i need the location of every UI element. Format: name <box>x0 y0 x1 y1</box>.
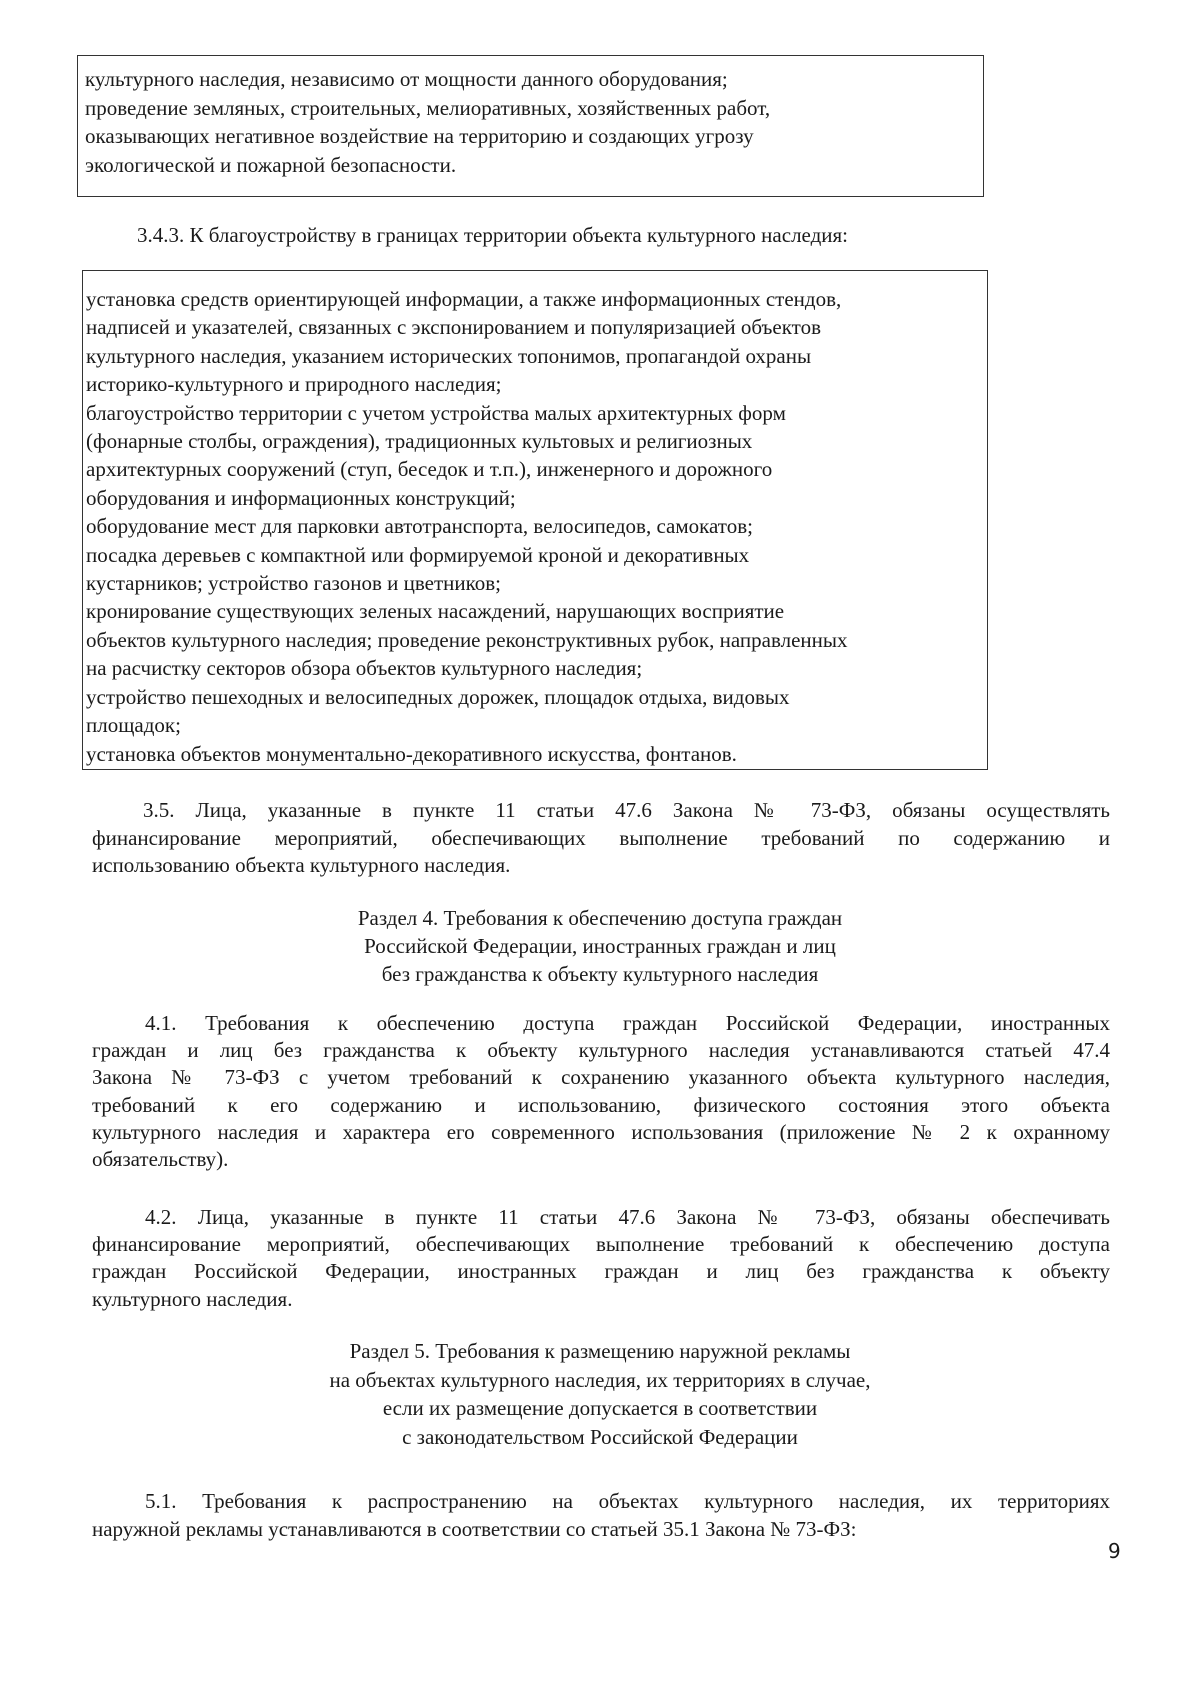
clause-3-5 <box>92 797 1110 880</box>
clause-4-1-line: культурного наследия и характера его современного использования (приложение № 2 к охранному <box>92 1119 1110 1144</box>
box2-line: историко-культурного и природного наследия; <box>86 372 502 397</box>
box2-line: площадок; <box>86 713 181 738</box>
clause-3-4-3 <box>137 222 1037 250</box>
box2-line: оборудование мест для парковки автотранспорта, велосипедов, самокатов; <box>86 514 753 539</box>
clause-4-1-line: обязательству). <box>92 1147 229 1172</box>
box2-line: кронирование существующих зеленых насаждений, нарушающих восприятие <box>86 599 785 624</box>
clause-4-2-line: культурного наследия. <box>92 1286 293 1311</box>
box1-line: экологической и пожарной безопасности. <box>85 152 457 177</box>
clause-5-1 <box>92 1488 1110 1543</box>
section-5-heading-line: на объектах культурного наследия, их территориях в случае, <box>329 1367 871 1392</box>
section-4-heading-line: Российской Федерации, иностранных граждан и лиц <box>364 934 836 958</box>
clause-4-2-line: 4.2. Лица, указанные в пункте 11 статьи 47.6 Закона № 73-ФЗ, обязаны обеспечивать <box>145 1205 1110 1229</box>
box2-line: архитектурных сооружений (ступ, беседок и т.п.), инженерного и дорожного <box>86 457 773 482</box>
clause-3-5-line: использованию объекта культурного наследия. <box>92 853 511 877</box>
box2-line: (фонарные столбы, ограждения), традиционных культовых и религиозных <box>86 429 753 454</box>
landscaping-requirements-box <box>82 270 988 770</box>
clause-4-1-line: граждан и лиц без гражданства к объекту культурного наследия устанавливаются статьей 47.4 <box>92 1038 1110 1063</box>
clause-3-5-line: 3.5. Лица, указанные в пункте 11 статьи 47.6 Закона № 73-ФЗ, обязаны осуществлять <box>143 798 1110 822</box>
clause-5-1-line: 5.1. Требования к распространению на объектах культурного наследия, их территориях <box>145 1489 1110 1513</box>
box2-line: посадка деревьев с компактной или формируемой кроной и декоративных <box>86 542 750 567</box>
clause-4-1 <box>92 1010 1110 1173</box>
box2-line: установка средств ориентирующей информации, а также информационных стендов, <box>86 287 842 311</box>
box2-line: объектов культурного наследия; проведение реконструктивных рубок, направленных <box>86 627 848 652</box>
box2-line: надписей и указателей, связанных с экспонированием и популяризацией объектов <box>86 315 821 340</box>
section-5-heading-line: если их размещение допускается в соответствии <box>382 1396 818 1420</box>
box1-line: оказывающих негативное воздействие на территорию и создающих угрозу <box>85 124 754 148</box>
box2-line: устройство пешеходных и велосипедных дорожек, площадок отдыха, видовых <box>86 684 790 709</box>
section-4-heading-line: Раздел 4. Требования к обеспечению доступа граждан <box>357 906 843 930</box>
clause-4-2-line: финансирование мероприятий, обеспечивающих выполнение требований к обеспечению доступа <box>92 1232 1110 1257</box>
clause-4-1-line: требований к его содержанию и использованию, физического состояния этого объекта <box>92 1092 1110 1117</box>
section-4-heading-line: без гражданства к объекту культурного наследия <box>381 962 819 986</box>
box2-line: кустарников; устройство газонов и цветников; <box>86 571 501 596</box>
clause-3-4-3-text: 3.4.3. К благоустройству в границах территории объекта культурного наследия: <box>137 223 849 247</box>
box2-line: на расчистку секторов обзора объектов культурного наследия; <box>86 656 643 681</box>
clause-4-2-line: граждан Российской Федерации, иностранных граждан и лиц без гражданства к объекту <box>92 1259 1110 1284</box>
continued-requirements-box <box>77 55 984 197</box>
box1-line: культурного наследия, независимо от мощности данного оборудования; <box>85 67 728 91</box>
clause-4-1-line: 4.1. Требования к обеспечению доступа граждан Российской Федерации, иностранных <box>145 1011 1110 1035</box>
section-5-heading <box>200 1337 1000 1451</box>
section-5-heading-line: Раздел 5. Требования к размещению наружной рекламы <box>349 1339 851 1363</box>
box2-line: благоустройство территории с учетом устройства малых архитектурных форм <box>86 400 786 425</box>
section-5-heading-line: с законодательством Российской Федерации <box>402 1424 798 1449</box>
box1-line: проведение земляных, строительных, мелиоративных, хозяйственных работ, <box>85 95 771 120</box>
box2-line: установка объектов монументально-декоративного искусства, фонтанов. <box>86 741 737 766</box>
section-4-heading <box>200 904 1000 988</box>
clause-4-2 <box>92 1204 1110 1313</box>
box2-line: оборудования и информационных конструкций; <box>86 485 516 510</box>
clause-4-1-line: Закона № 73-ФЗ с учетом требований к сохранению указанного объекта культурного наследия, <box>92 1065 1110 1090</box>
page-number: 9 <box>1108 1539 1121 1563</box>
clause-3-5-line: финансирование мероприятий, обеспечивающих выполнение требований по содержанию и <box>92 825 1110 850</box>
clause-5-1-line: наружной рекламы устанавливаются в соответствии со статьей 35.1 Закона № 73-ФЗ: <box>92 1516 857 1541</box>
box2-line: культурного наследия, указанием исторических топонимов, пропагандой охраны <box>86 343 812 368</box>
